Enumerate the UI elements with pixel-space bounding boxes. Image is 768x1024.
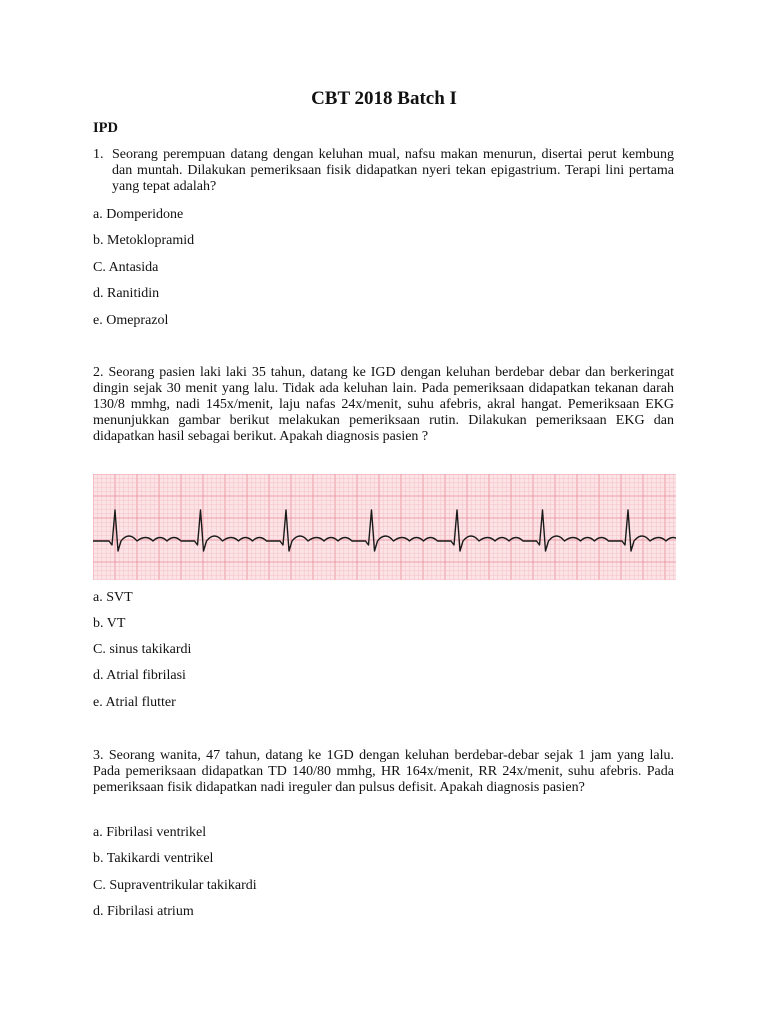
section-heading: IPD (93, 120, 118, 136)
document-title: CBT 2018 Batch I (311, 88, 457, 109)
q1-option-a: a. Domperidone (93, 207, 184, 222)
q3-option-a: a. Fibrilasi ventrikel (93, 825, 207, 840)
q1-option-c: C. Antasida (93, 260, 159, 275)
q2-option-c: C. sinus takikardi (93, 642, 192, 657)
q1-option-b: b. Metoklopramid (93, 233, 195, 248)
q1-option-e: e. Omeprazol (93, 313, 169, 328)
question-3-text: 3. Seorang wanita, 47 tahun, datang ke 1GD dengan keluhan berdebar-debar sejak 1 jam yang lalu. Pada pemeriksaan didapatkan TD 140/80 mmhg, HR 164x/menit, RR 24x/menit, suhu afebris. Pada pemeriksaan fisik didapatkan nadi ireguler dan pulsus defisit. Apakah diagnosis pasien? (93, 748, 674, 795)
question-2-text: 2. Seorang pasien laki laki 35 tahun, datang ke IGD dengan keluhan berdebar debar dan berkeringat dingin sejak 30 menit yang lalu. Tidak ada keluhan lain. Pada pemeriksaan didapatkan tekanan darah 130/8 mmhg, nadi 145x/menit, laju nafas 24x/menit, suhu afebris, akral hangat. Pemeriksaan EKG menunjukkan gambar berikut melakukan pemeriksaan rutin. Dilakukan pemeriksaan EKG dan didapatkan hasil sebagai berikut. Apakah diagnosis pasien ? (93, 365, 674, 444)
q2-option-d: d. Atrial fibrilasi (93, 668, 186, 683)
q3-option-d: d. Fibrilasi atrium (93, 904, 194, 919)
q3-option-c: C. Supraventrikular takikardi (93, 878, 257, 893)
ecg-strip-image (93, 474, 676, 580)
question-1-number: 1. (93, 147, 104, 162)
q1-option-d: d. Ranitidin (93, 286, 160, 301)
q2-option-b: b. VT (93, 616, 126, 631)
q2-option-e: e. Atrial flutter (93, 695, 176, 710)
q3-option-b: b. Takikardi ventrikel (93, 851, 214, 866)
question-1 (93, 147, 674, 195)
q2-option-a: a. SVT (93, 590, 133, 605)
question-1-text: Seorang perempuan datang dengan keluhan mual, nafsu makan menurun, disertai perut kembung dan muntah. Dilakukan pemeriksaan fisik didapatkan nyeri tekan epigastrium. Terapi lini pertama yang tepat adalah? (112, 147, 674, 194)
